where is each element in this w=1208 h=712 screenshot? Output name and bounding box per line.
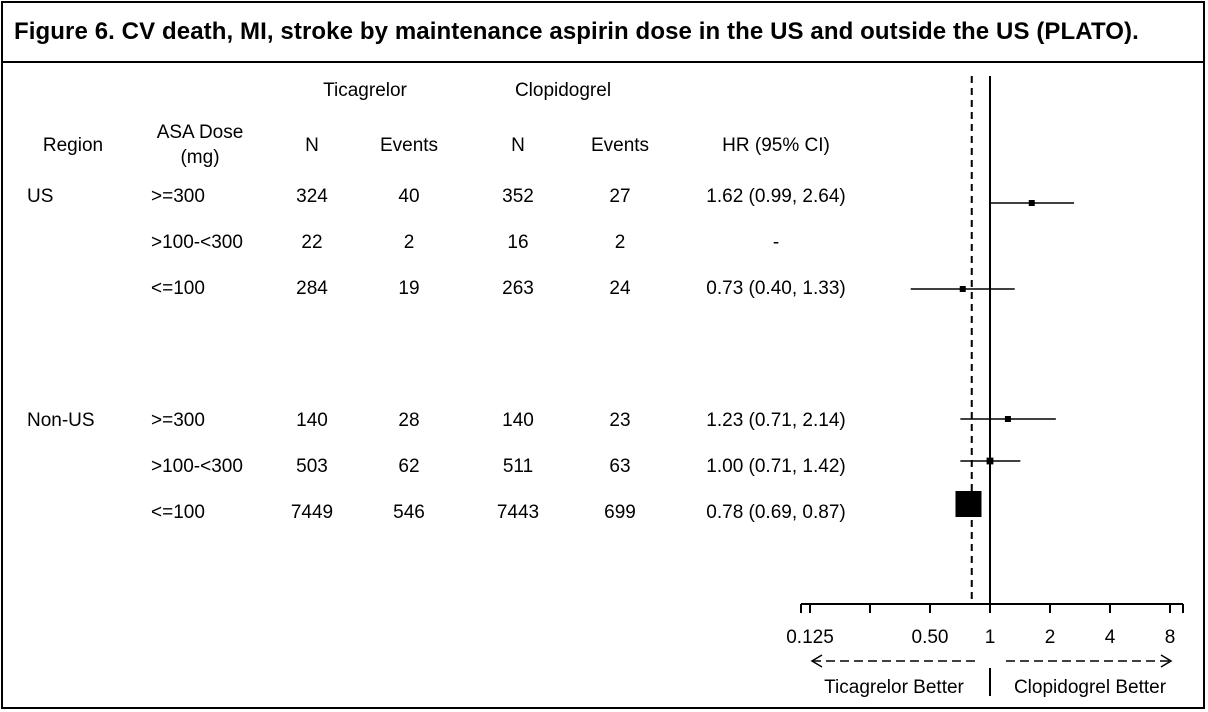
x-tick-label: 2: [1044, 627, 1056, 648]
clopidogrel-events-cell: 699: [604, 502, 636, 523]
hr-point-marker: [1005, 416, 1011, 422]
ticagrelor-events-cell: 19: [398, 278, 420, 299]
dose-cell: >=300: [151, 410, 205, 431]
hr-point-marker: [987, 458, 994, 465]
region-cell: US: [27, 186, 54, 207]
clopidogrel-n-header: N: [511, 135, 525, 156]
hr-ci-cell: 1.23 (0.71, 2.14): [706, 410, 846, 431]
ticagrelor-n-cell: 284: [296, 278, 328, 299]
dose-cell: >=300: [151, 186, 205, 207]
clopidogrel-n-cell: 16: [507, 232, 529, 253]
dose-cell: <=100: [151, 278, 205, 299]
hr-ci-header: HR (95% CI): [722, 135, 830, 156]
clopidogrel-events-cell: 24: [609, 278, 631, 299]
region-cell: Non-US: [27, 410, 95, 431]
clopidogrel-n-cell: 7443: [496, 502, 540, 523]
hr-ci-cell: 1.00 (0.71, 1.42): [706, 456, 846, 477]
ticagrelor-events-cell: 2: [403, 232, 415, 253]
ticagrelor-n-cell: 140: [296, 410, 328, 431]
ticagrelor-n-cell: 22: [301, 232, 323, 253]
clopidogrel-events-cell: 63: [609, 456, 631, 477]
hr-ci-cell: 1.62 (0.99, 2.64): [706, 186, 846, 207]
clopidogrel-n-cell: 511: [502, 456, 534, 477]
ticagrelor-n-cell: 7449: [290, 502, 334, 523]
dose-cell: >100-<300: [151, 232, 243, 253]
x-tick-label: 4: [1104, 627, 1116, 648]
ticagrelor-group-header: Ticagrelor: [323, 80, 407, 101]
ticagrelor-events-cell: 28: [398, 410, 420, 431]
hr-ci-cell: 0.73 (0.40, 1.33): [706, 278, 846, 299]
ticagrelor-n-cell: 503: [296, 456, 328, 477]
dose-cell: >100-<300: [151, 456, 243, 477]
dose-cell: <=100: [151, 502, 205, 523]
clopidogrel-events-header: Events: [590, 135, 650, 156]
ticagrelor-events-cell: 40: [398, 186, 420, 207]
ticagrelor-events-header: Events: [379, 135, 439, 156]
clopidogrel-n-cell: 263: [502, 278, 534, 299]
clopidogrel-events-cell: 27: [609, 186, 631, 207]
asa-dose-unit-header: (mg): [180, 147, 220, 168]
ticagrelor-events-cell: 62: [398, 456, 420, 477]
hr-point-marker: [960, 286, 966, 292]
x-tick-label: 1: [984, 627, 996, 648]
region-column-header: Region: [42, 135, 104, 156]
clopidogrel-n-cell: 140: [502, 410, 534, 431]
hr-ci-cell: 0.78 (0.69, 0.87): [706, 502, 846, 523]
ticagrelor-n-cell: 324: [296, 186, 328, 207]
asa-dose-column-header: ASA Dose: [156, 122, 244, 143]
clopidogrel-better-label: Clopidogrel Better: [1013, 677, 1167, 698]
clopidogrel-n-cell: 352: [502, 186, 534, 207]
hr-ci-cell: -: [772, 232, 780, 253]
ticagrelor-events-cell: 546: [393, 502, 425, 523]
clopidogrel-group-header: Clopidogrel: [514, 80, 612, 101]
x-tick-label: 0.125: [786, 627, 834, 648]
clopidogrel-events-cell: 23: [609, 410, 631, 431]
ticagrelor-better-label: Ticagrelor Better: [824, 677, 964, 698]
clopidogrel-events-cell: 2: [614, 232, 626, 253]
x-tick-label: 0.50: [911, 627, 949, 648]
hr-point-marker: [955, 491, 981, 517]
figure-title: Figure 6. CV death, MI, stroke by maintenance aspirin dose in the US and outside the US (PLATO).: [14, 18, 1139, 45]
x-tick-label: 8: [1164, 627, 1176, 648]
ticagrelor-n-header: N: [305, 135, 319, 156]
hr-point-marker: [1029, 200, 1035, 206]
